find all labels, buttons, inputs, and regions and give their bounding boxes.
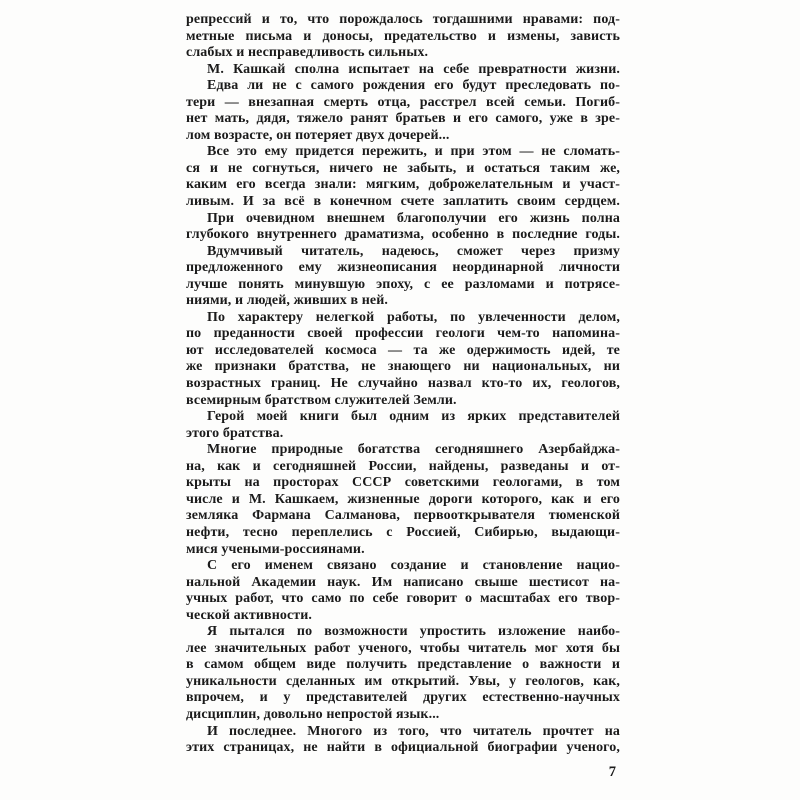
text-line: по преданности своей профессии геологи чем-то напомина- [186,326,620,342]
text-line: всемирным братством служителей Земли. [186,392,457,408]
text-line: метные письма и доносы, предательство и измены, зависть [186,28,620,44]
text-line: предложенного ему жизнеописания неординарной личности [186,260,620,276]
text-line: лее значительных работ ученого, чтобы читатель мог хотя бы [186,640,620,656]
text-line: же признаки братства, не знающего ни национальных, ни [186,359,620,375]
text-line: ниями, и людей, живших в ней. [186,293,388,309]
text-line: Я пытался по возможности упростить изложение наибо- [207,624,620,640]
text-line: лучше понять минувшую эпоху, с ее разломами и потрясе- [186,276,620,292]
text-line: нефти, тесно переплелись с Россией, Сибирью, выдающи- [186,524,620,540]
text-line: Вдумчивый читатель, надеюсь, сможет через призму [207,243,620,259]
text-line: возрастных границ. Не случайно назвал кто-то их, геологов, [186,376,620,392]
text-line: Герой моей книги был одним из ярких представителей [207,409,620,425]
text-line: репрессий и то, что порождалось тогдашними нравами: под- [186,12,620,27]
text-block [186,12,620,757]
text-line: ся и не согнуться, ничего не забыть, и остаться таким же, [186,160,620,176]
text-line: учных работ, что само по себе говорит о масштабах его твор- [186,591,620,607]
text-line: И последнее. Многого из того, что читатель прочтет на [207,723,620,739]
page-number: 7 [608,764,616,780]
text-line: глубокого внутреннего драматизма, особенно в последние годы. [186,227,620,243]
text-line: в самом общем виде получить представление о важности и [186,657,620,673]
text-line: на, как и сегодняшней России, найдены, разведаны и от- [186,458,620,474]
text-line: впрочем, и у представителей других естественно-научных [186,690,620,706]
text-line: Многие природные богатства сегодняшнего Азербайджа- [207,442,620,458]
text-line: этого братства. [186,425,284,441]
text-line: нальной Академии наук. Им написано свыше шестисот на- [186,574,620,590]
text-line: слабых и несправедливость сильных. [186,45,429,61]
text-line: мися учеными-россиянами. [186,541,365,557]
text-line: числе и М. Кашкаем, жизненные дороги которого, как и его [186,491,620,507]
text-line: земляка Фармана Салманова, первооткрывателя тюменской [186,508,620,524]
text-line: лом возрасте, он потеряет двух дочерей... [186,127,450,143]
text-line: Едва ли не с самого рождения его будут преследовать по- [207,78,620,94]
text-line: Все это ему придется пережить, и при этом — не сломать- [207,144,620,160]
text-line: уникальности сделанных им открытий. Увы, у геологов, как, [186,673,620,689]
text-line: этих страницах, не найти в официальной биографии ученого, [186,740,620,756]
text-line: тери — внезапная смерть отца, расстрел всей семьи. Погиб- [186,94,620,110]
text-line: С его именем связано создание и становление нацио- [207,558,620,574]
text-line: ют исследователей космоса — та же одержимость идей, те [186,342,620,358]
text-line: крыты на просторах СССР советскими геологами, в том [186,475,620,491]
text-line: При очевидном внешнем благополучии его жизнь полна [207,210,620,226]
text-line: ливым. И за всё в конечном счете заплатить своим сердцем. [186,194,620,210]
text-line: каким его всегда знали: мягким, доброжелательным и участ- [186,177,620,193]
text-line: ческой активности. [186,607,313,623]
text-line: М. Кашкай сполна испытает на себе превратности жизни. [207,61,620,77]
text-line: дисциплин, довольно непростой язык... [186,706,440,722]
text-line: нет мать, дядя, тяжело ранят братьев и его самого, уже в зре- [186,111,620,127]
text-line: По характеру нелегкой работы, по увлеченности делом, [207,309,620,325]
